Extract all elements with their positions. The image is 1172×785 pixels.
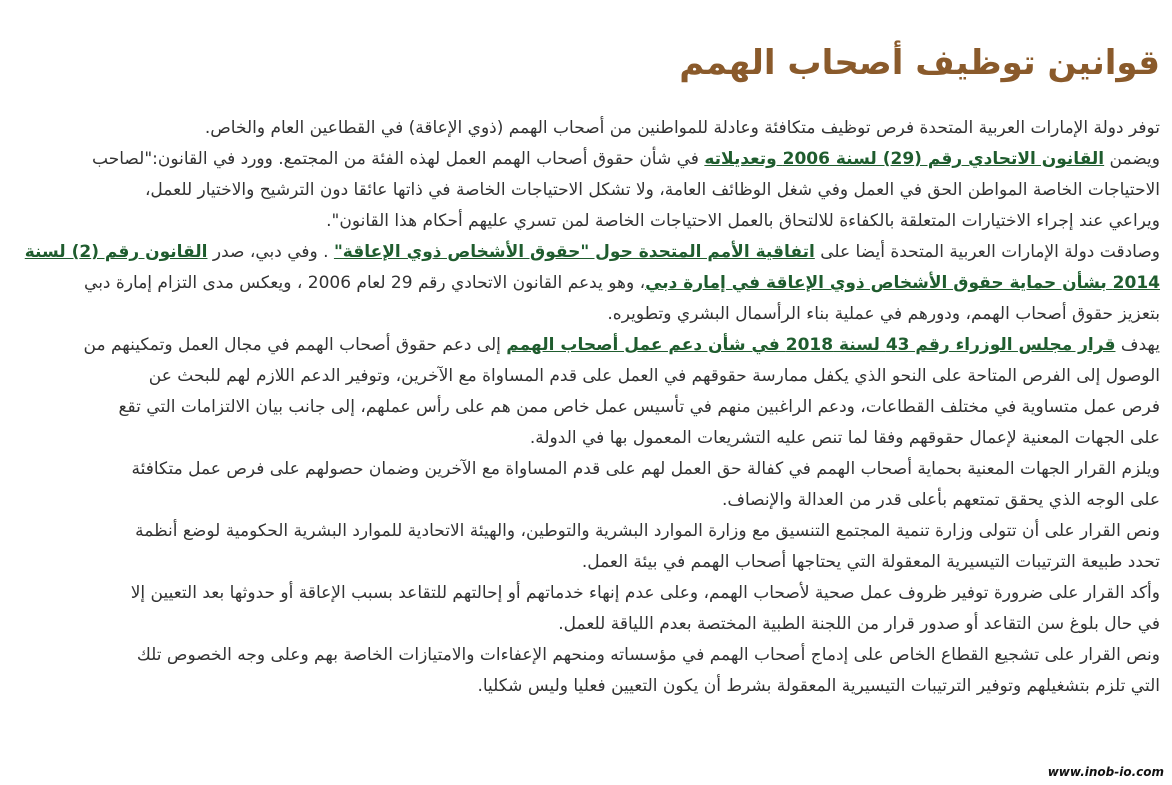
paragraph-5-line-2: على الوجه الذي يحقق تمتعهم بأعلى قدر من العدالة والإنصاف.	[721, 490, 1160, 510]
dubai-law-2-2014-link-continued[interactable]: 2014 بشأن حماية حقوق الأشخاص ذوي الإعاقة في إمارة دبي	[645, 273, 1160, 293]
paragraph-3	[0, 237, 1160, 330]
paragraph-3-line-2	[0, 268, 1160, 299]
paragraph-2-line-2: الاحتياجات الخاصة المواطن الحق في العمل وفي شغل الوظائف العامة، ولا تشكل الاحتياجات الخاصة في ذاتها عائقا دون الترشيح والاختيار للعمل،	[144, 180, 1160, 200]
text-fragment: في شأن حقوق أصحاب الهمم العمل لهذه الفئة من المجتمع. وورد في القانون:"لصاحب	[92, 149, 705, 169]
paragraph-2	[0, 144, 1160, 237]
paragraph-4-line-4: على الجهات المعنية لإعمال حقوقهم وفقا لما تنص عليه التشريعات المعمول بها في الدولة.	[529, 428, 1160, 448]
page-title: قوانين توظيف أصحاب الهمم	[679, 43, 1160, 83]
text-fragment: ويضمن	[1104, 149, 1160, 169]
paragraph-4-line-2: الوصول إلى الفرص المتاحة على النحو الذي يكفل ممارسة حقوقهم في العمل على قدم المساواة مع الآخرين، وتوفير الدعم اللازم لهم للبحث عن	[148, 366, 1160, 386]
paragraph-6	[0, 516, 1160, 578]
text-fragment: . وفي دبي، صدر	[207, 242, 334, 262]
paragraph-1-line-1: توفر دولة الإمارات العربية المتحدة فرص توظيف متكافئة وعادلة للمواطنين من أصحاب الهمم (ذوي الإعاقة) في القطاعين العام والخاص.	[204, 118, 1160, 138]
paragraph-8	[0, 640, 1160, 702]
text-fragment: يهدف	[1115, 335, 1160, 355]
paragraph-6-line-1: ونص القرار على أن تتولى وزارة تنمية المجتمع التنسيق مع وزارة الموارد البشرية والتوطين، والهيئة الاتحادية للموارد البشرية الحكومية لوضع أنظمة	[135, 521, 1160, 541]
paragraph-7-line-2: في حال بلوغ سن التقاعد أو صدور قرار من اللجنة الطبية المختصة بعدم اللياقة للعمل.	[558, 614, 1160, 634]
text-fragment: إلى دعم حقوق أصحاب الهمم في مجال العمل وتمكينهم من	[83, 335, 507, 355]
paragraph-4	[0, 330, 1160, 454]
text-fragment: وصادقت دولة الإمارات العربية المتحدة أيضا على	[814, 242, 1160, 262]
cabinet-resolution-43-2018-link[interactable]: قرار مجلس الوزراء رقم 43 لسنة 2018 في شأن دعم عمل أصحاب الهمم	[506, 335, 1116, 355]
paragraph-8-line-1: ونص القرار على تشجيع القطاع الخاص على إدماج أصحاب الهمم في مؤسساته ومنحهم الإعفاءات والامتيازات الخاصة بهم وعلى وجه الخصوص تلك	[136, 645, 1160, 665]
paragraph-6-line-2: تحدد طبيعة الترتيبات التيسيرية المعقولة التي يحتاجها أصحاب الهمم في بيئة العمل.	[581, 552, 1160, 572]
paragraph-4-line-1	[0, 330, 1160, 361]
federal-law-29-2006-link[interactable]: القانون الاتحادي رقم (29) لسنة 2006 وتعديلاته	[704, 149, 1105, 169]
paragraph-4-line-3: فرص عمل متساوية في مختلف القطاعات، ودعم الراغبين منهم في تأسيس عمل خاص ممن هم على رأس عملهم، إلى جانب بيان الالتزامات التي تقع	[118, 397, 1160, 417]
paragraph-7	[0, 578, 1160, 640]
paragraph-3-line-1	[0, 237, 1160, 268]
paragraph-3-line-3: بتعزيز حقوق أصحاب الهمم، ودورهم في عملية بناء الرأسمال البشري وتطويره.	[607, 304, 1160, 324]
paragraph-2-line-3: ويراعي عند إجراء الاختيارات المتعلقة بالكفاءة للالتحاق بالعمل الاحتياجات الخاصة لمن تسري عليهم أحكام هذا القانون".	[326, 211, 1160, 231]
text-fragment: ، وهو يدعم القانون الاتحادي رقم 29 لعام 2006 ، ويعكس مدى التزام إمارة دبي	[84, 273, 646, 293]
paragraph-8-line-2: التي تلزم بتشغيلهم وتوفير الترتيبات التيسيرية المعقولة بشرط أن يكون التعيين فعليا وليس شكليا.	[477, 676, 1160, 696]
paragraph-1	[0, 113, 1160, 144]
site-watermark: www.inob-io.com	[1047, 765, 1164, 779]
dubai-law-2-2014-link[interactable]: القانون رقم (2) لسنة	[24, 242, 208, 262]
paragraph-5-line-1: ويلزم القرار الجهات المعنية بحماية أصحاب الهمم في كفالة حق العمل لهم على قدم المساواة مع الآخرين وضمان حصولهم على فرص عمل متكافئة	[131, 459, 1160, 479]
paragraph-7-line-1: وأكد القرار على ضرورة توفير ظروف عمل صحية لأصحاب الهمم، وعلى عدم إنهاء خدماتهم أو إحالتهم للتقاعد بسبب الإعاقة أو حدوثها بعد التعيين إلا	[130, 583, 1160, 603]
paragraph-5	[0, 454, 1160, 516]
paragraph-2-line-1	[0, 144, 1160, 175]
un-convention-disabilities-link[interactable]: اتفاقية الأمم المتحدة حول "حقوق الأشخاص ذوي الإعاقة"	[333, 242, 815, 262]
